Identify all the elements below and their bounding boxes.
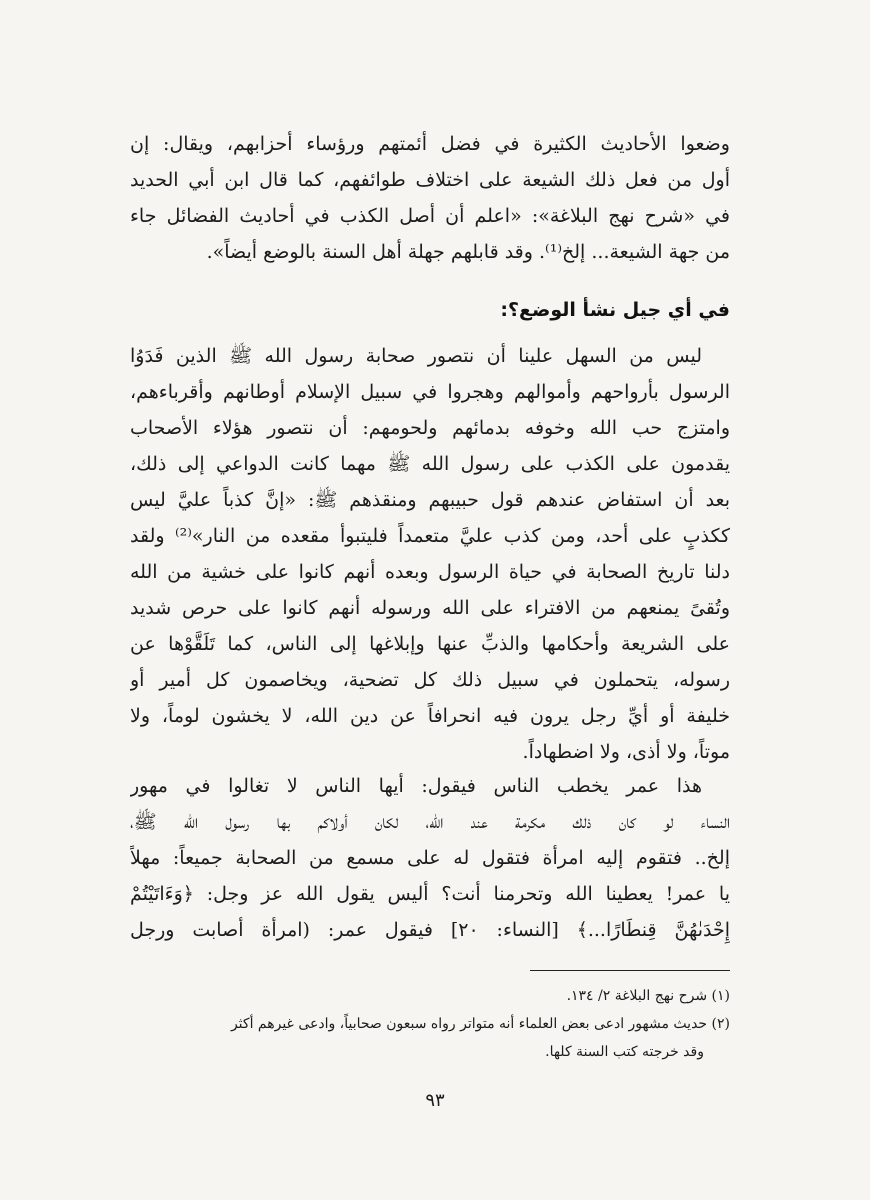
paragraph-line: ليس من السهل علينا أن نتصور صحابة رسول الله ﷺ الذين فَدَوُا xyxy=(130,345,702,367)
paragraph-line: وضعوا الأحاديث الكثيرة في فضل أئمتهم ورؤساء أحزابهم، ويقال: إن xyxy=(130,133,730,155)
paragraph-line: يقدمون على الكذب على رسول الله ﷺ مهما كانت الدواعي إلى ذلك، xyxy=(130,453,730,475)
paragraph-line: الرسول بأرواحهم وأموالهم وهجروا في سبيل الإسلام أوطانهم وأقرباءهم، xyxy=(130,381,730,403)
paragraph-line: خليفة أو أيِّ رجل يرون فيه انحرافاً عن دين الله، لا يخشون لوماً، ولا xyxy=(130,705,730,727)
paragraph-line: هذا عمر يخطب الناس فيقول: أيها الناس لا تغالوا في مهور xyxy=(130,775,702,797)
paragraph-line: على الشريعة وأحكامها والذبِّ عنها وإبلاغها إلى الناس، كما تَلَقَّوْها عن xyxy=(130,633,730,655)
footnote-marker: (٢) xyxy=(711,1016,730,1032)
footnotes xyxy=(130,982,730,1066)
paragraph-line: النساء لو كان ذلك مكرمة عند الله، لكان أولاكم بها رسول الله ﷺ، xyxy=(130,811,730,833)
paragraph-line: يا عمر! يعطينا الله وتحرمنا أنت؟ أليس يقول الله عز وجل: ﴿وَءَاتَيْتُمْ xyxy=(130,883,730,905)
paragraph-2 xyxy=(130,338,730,770)
paragraph-line: أول من فعل ذلك الشيعة على اختلاف طوائفهم، كما قال ابن أبي الحديد xyxy=(130,169,730,191)
footnote-text: حديث مشهور ادعى بعض العلماء أنه متواتر رواه سبعون صحابياً، وادعى غيرهم أكثر xyxy=(230,1016,708,1032)
paragraph-3 xyxy=(130,768,730,948)
footnote-text: شرح نهج البلاغة ٢/ ١٣٤. xyxy=(566,988,708,1004)
paragraph-line: في «شرح نهج البلاغة»: «اعلم أن أصل الكذب في أحاديث الفضائل جاء xyxy=(130,205,730,227)
paragraph-line: إِحْدَىٰهُنَّ قِنطَارًا...﴾ [النساء: ٢٠] فيقول عمر: (امرأة أصابت ورجل xyxy=(130,919,730,941)
paragraph-line: رسوله، يتحملون في سبيل ذلك كل تضحية، ويخاصمون كل أمير أو xyxy=(130,669,730,691)
paragraph-line: دلنا تاريخ الصحابة في حياة الرسول وبعده أنهم كانوا على خشية من الله xyxy=(130,561,730,583)
page-number: ٩٣ xyxy=(425,1090,445,1111)
paragraph-line: وتُقىً يمنعهم من الافتراء على الله ورسوله أنهم كانوا على حرص شديد xyxy=(130,597,730,619)
paragraph-1 xyxy=(130,126,730,270)
footnote-2 xyxy=(130,1010,730,1038)
footnote-divider xyxy=(530,970,730,971)
paragraph-line: من جهة الشيعة... إلخ⁽¹⁾. وقد قابلهم جهلة أهل السنة بالوضع أيضاً». xyxy=(206,241,730,263)
footnote-1 xyxy=(130,982,730,1010)
footnote-2-continuation: وقد خرجته كتب السنة كلها. xyxy=(545,1044,704,1060)
paragraph-line: بعد أن استفاض عندهم قول حبيبهم ومنقذهم ﷺ: «إنَّ كذباً عليَّ ليس xyxy=(130,489,730,511)
paragraph-line: ككذبٍ على أحد، ومن كذب عليَّ متعمداً فليتبوأ مقعده من النار»⁽²⁾ ولقد xyxy=(130,525,730,547)
paragraph-line: وامتزج حب الله وخوفه بدمائهم ولحومهم: أن نتصور هؤلاء الأصحاب xyxy=(130,417,730,439)
section-heading: في أي جيل نشأ الوضع؟: xyxy=(500,299,730,321)
paragraph-line: إلخ.. فتقوم إليه امرأة فتقول له على مسمع من الصحابة جميعاً: مهلاً xyxy=(130,847,730,869)
paragraph-line: موتاً، ولا أذى، ولا اضطهاداً. xyxy=(522,741,730,763)
footnote-marker: (١) xyxy=(711,988,730,1004)
